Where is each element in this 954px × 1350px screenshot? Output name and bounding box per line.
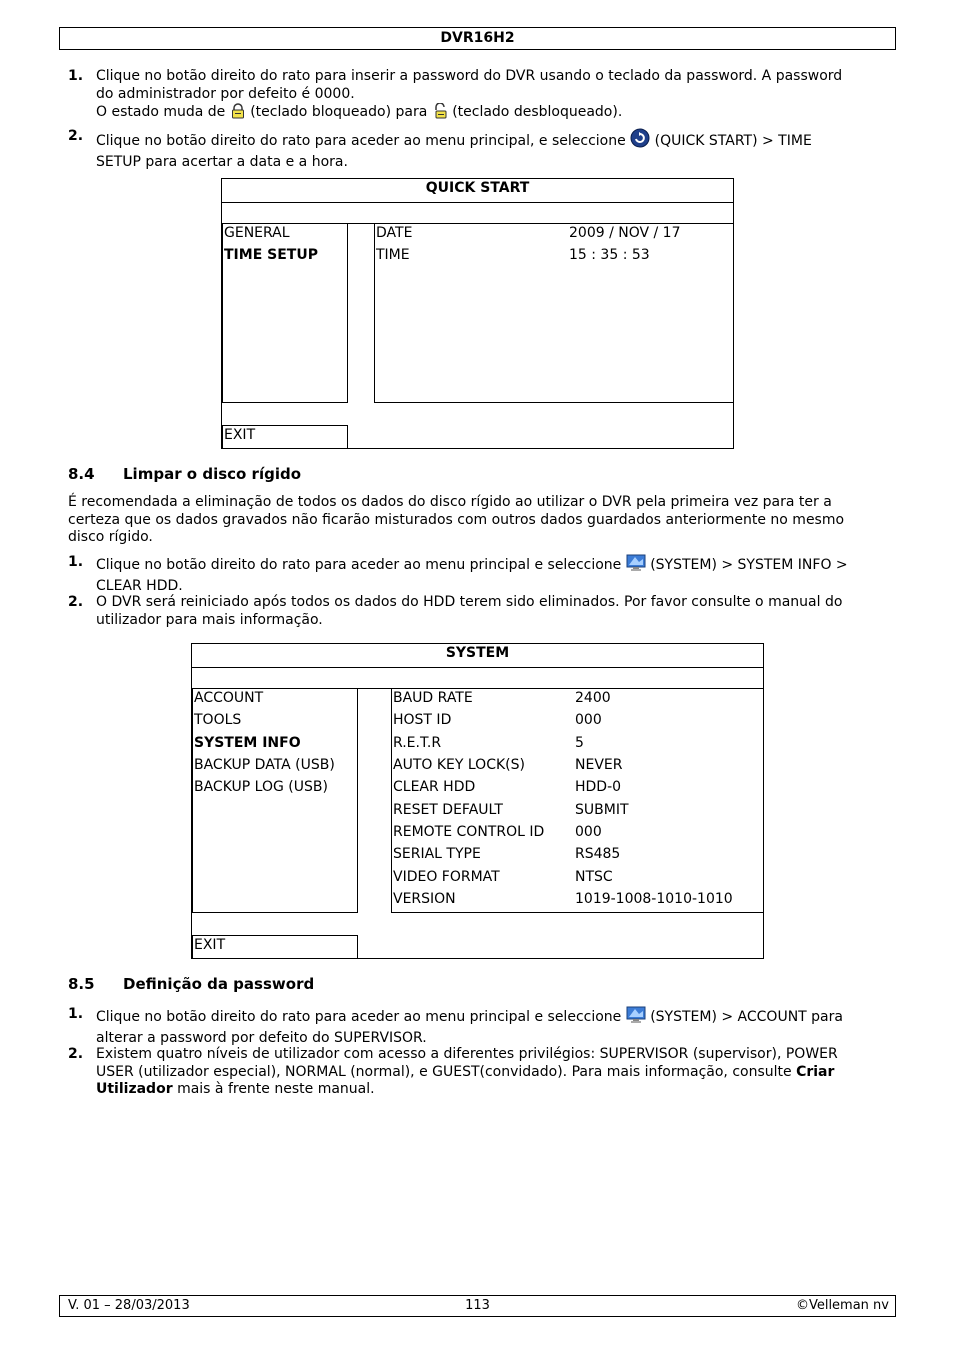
step-text-line	[96, 1064, 886, 1082]
menu-item-general[interactable]: GENERAL	[224, 225, 290, 241]
field-label: VIDEO FORMAT	[393, 869, 500, 885]
menu-title: QUICK START	[425, 180, 530, 196]
exit-label: EXIT	[194, 937, 226, 953]
cross-reference: Criar	[796, 1063, 835, 1080]
step-text-line	[96, 103, 886, 125]
footer-version: V. 01 – 28/03/2013	[68, 1298, 190, 1313]
page-footer	[59, 1295, 896, 1317]
footer-copyright: ©Velleman nv	[795, 1298, 889, 1313]
field-label: BAUD RATE	[393, 690, 473, 706]
field-value[interactable]: NEVER	[575, 757, 623, 773]
quick-start-menu	[221, 178, 734, 449]
unlock-icon	[432, 103, 448, 125]
menu-item-backup-data[interactable]: BACKUP DATA (USB)	[194, 757, 335, 773]
paragraph-line: É recomendada a eliminação de todos os dados do disco rígido ao utilizar o DVR pela primeira vez para ter a	[68, 494, 832, 510]
step-text-line: CLEAR HDD.	[96, 577, 183, 594]
divider	[192, 667, 763, 668]
menu-item-backup-log[interactable]: BACKUP LOG (USB)	[194, 779, 328, 795]
step-text: Clique no botão direito do rato para aceder ao menu principal e seleccione	[96, 557, 622, 573]
step-text-line: do administrador por defeito é 0000.	[96, 85, 355, 102]
system-menu	[191, 643, 764, 959]
system-icon	[626, 554, 646, 578]
exit-button[interactable]	[192, 935, 358, 959]
paragraph-line: disco rígido.	[68, 529, 153, 545]
field-value[interactable]: HDD-0	[575, 779, 622, 795]
field-value[interactable]: SUBMIT	[575, 802, 629, 818]
field-value[interactable]: 2400	[575, 690, 611, 706]
section-number: 8.5	[68, 975, 95, 993]
step-text: (QUICK START) > TIME	[654, 133, 812, 149]
step-number: 2.	[68, 1046, 84, 1062]
exit-label: EXIT	[224, 427, 256, 443]
divider	[222, 202, 733, 203]
step-text-line	[96, 1006, 886, 1030]
section-title: Limpar o disco rígido	[123, 465, 302, 483]
step-text-line	[96, 554, 886, 578]
step-text: mais à frente neste manual.	[177, 1081, 375, 1097]
field-label: R.E.T.R	[393, 735, 442, 751]
field-value-date[interactable]: 2009 / NOV / 17	[569, 225, 681, 241]
step-text-line: O DVR será reiniciado após todos os dados do HDD terem sido eliminados. Por favor consulte o manual do	[96, 594, 843, 610]
menu-item-tools[interactable]: TOOLS	[194, 712, 242, 728]
step-text: (SYSTEM) > ACCOUNT para	[650, 1009, 843, 1025]
menu-item-time-setup[interactable]: TIME SETUP	[224, 247, 318, 263]
system-icon	[626, 1006, 646, 1030]
quick-start-icon	[630, 128, 650, 154]
field-label: HOST ID	[393, 712, 452, 728]
step-text: (teclado bloqueado) para	[250, 104, 428, 120]
step-text-line: Existem quatro níveis de utilizador com acesso a diferentes privilégios: SUPERVISOR (supervisor), POWER	[96, 1046, 838, 1062]
step-number: 1.	[68, 1006, 84, 1022]
step-text-line: SETUP para acertar a data e a hora.	[96, 153, 348, 170]
step-number: 1.	[68, 554, 84, 570]
section-number: 8.4	[68, 465, 95, 483]
field-label: VERSION	[393, 891, 456, 907]
field-label-date: DATE	[376, 225, 413, 241]
field-value[interactable]: 000	[575, 712, 602, 728]
field-label: CLEAR HDD	[393, 779, 476, 795]
step-text: Clique no botão direito do rato para aceder ao menu principal e seleccione	[96, 1009, 622, 1025]
step-text: (teclado desbloqueado).	[452, 104, 623, 120]
menu-item-system-info[interactable]: SYSTEM INFO	[194, 735, 301, 751]
field-value[interactable]: 000	[575, 824, 602, 840]
step-text-line	[96, 1081, 886, 1099]
footer-page-number: 113	[465, 1298, 490, 1313]
menu-content-panel	[391, 688, 764, 913]
step-text-line: alterar a password por defeito do SUPERVISOR.	[96, 1029, 427, 1046]
step-text-line: utilizador para mais informação.	[96, 611, 323, 628]
section-title: Definição da password	[123, 975, 315, 993]
field-label: REMOTE CONTROL ID	[393, 824, 545, 840]
field-value[interactable]: 5	[575, 735, 584, 751]
step-text: USER (utilizador especial), NORMAL (normal), e GUEST(convidado). Para mais informação, consulte	[96, 1063, 792, 1080]
menu-title: SYSTEM	[445, 645, 510, 661]
field-value[interactable]: NTSC	[575, 869, 613, 885]
exit-button[interactable]	[222, 425, 348, 449]
field-value[interactable]: 1019-1008-1010-1010	[575, 891, 733, 907]
menu-list-panel	[222, 223, 348, 403]
step-number: 2.	[68, 128, 84, 144]
page-header: DVR16H2	[59, 27, 896, 50]
field-label-time: TIME	[376, 247, 410, 263]
paragraph-line: certeza que os dados gravados não ficarão misturados com outros dados guardados anteriormente no mesmo	[68, 511, 845, 528]
step-text: (SYSTEM) > SYSTEM INFO >	[650, 557, 848, 573]
field-value-time[interactable]: 15 : 35 : 53	[569, 247, 650, 263]
menu-item-account[interactable]: ACCOUNT	[194, 690, 264, 706]
field-value[interactable]: RS485	[575, 846, 621, 862]
field-label: AUTO KEY LOCK(S)	[393, 757, 525, 773]
step-text-line: Clique no botão direito do rato para inserir a password do DVR usando o teclado da password. A password	[96, 68, 843, 84]
menu-content-panel	[374, 223, 734, 403]
step-text: O estado muda de	[96, 104, 226, 120]
cross-reference: Utilizador	[96, 1081, 173, 1097]
step-text-line	[96, 128, 886, 154]
field-label: RESET DEFAULT	[393, 802, 503, 818]
field-label: SERIAL TYPE	[393, 846, 481, 862]
step-text: Clique no botão direito do rato para aceder ao menu principal, e seleccione	[96, 133, 626, 149]
section-84-paragraph	[68, 494, 880, 547]
lock-icon	[230, 103, 246, 125]
menu-list-panel	[192, 688, 358, 913]
step-number: 1.	[68, 68, 84, 84]
step-number: 2.	[68, 594, 84, 610]
